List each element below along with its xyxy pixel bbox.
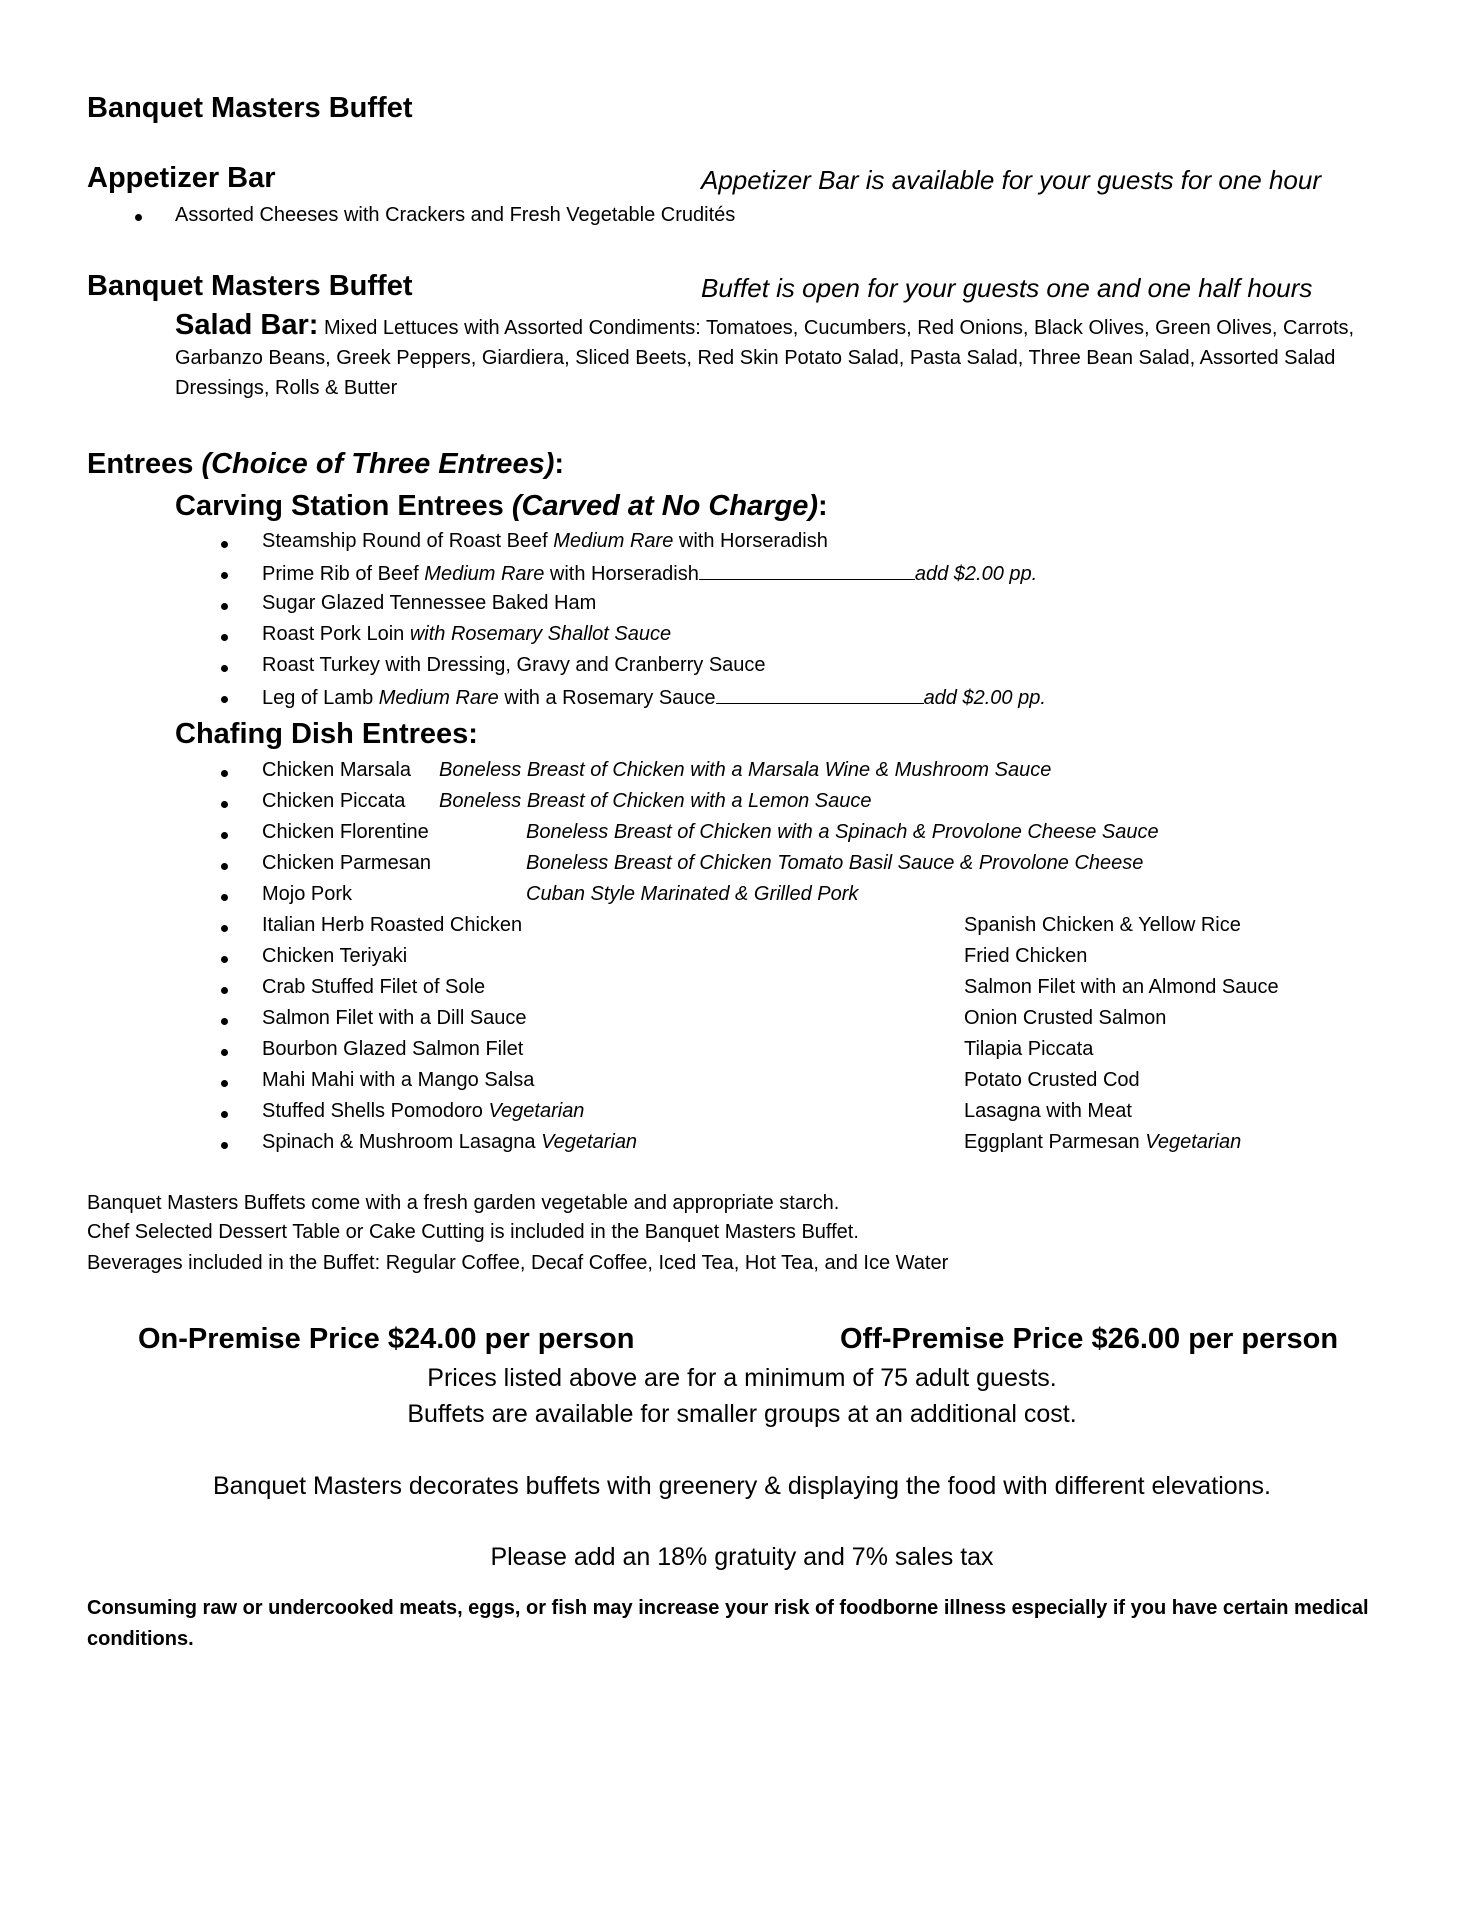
list-item [262,654,766,677]
list-item [262,1100,584,1123]
bullet-icon [221,1111,228,1118]
bullet-icon [221,603,228,610]
list-item-desc: Boneless Breast of Chicken Tomato Basil Sauce & Provolone Cheese [526,852,1144,874]
bullet-icon [221,956,228,963]
bullet-icon [221,634,228,641]
bullet-icon [221,801,228,808]
appetizer-note: Appetizer Bar is available for your guests for one hour [701,165,1322,195]
list-item [262,685,1046,710]
bullet-icon [221,925,228,932]
on-premise-price: On-Premise Price $24.00 per person [138,1323,635,1355]
list-item-name: Chicken Marsala [262,759,411,781]
bullet-icon [221,770,228,777]
item-italic: Medium Rare [378,687,499,709]
item-italic: Vegetarian [541,1131,638,1153]
smaller-groups-note: Buffets are available for smaller groups at an additional cost. [407,1400,1077,1428]
list-item: Fried Chicken [964,945,1088,967]
item-text: Stuffed Shells Pomodoro [262,1100,489,1122]
list-item-desc: Cuban Style Marinated & Grilled Pork [526,883,859,905]
underline-rule [699,561,915,580]
list-item: Salmon Filet with a Dill Sauce [262,1007,527,1029]
list-item-desc: Boneless Breast of Chicken with a Lemon Sauce [439,790,872,812]
list-item: Italian Herb Roasted Chicken [262,914,523,936]
upcharge-note: add $2.00 pp. [923,687,1046,709]
entrees-heading-choice: (Choice of Three Entrees) [201,448,555,480]
item-text-end: with a Rosemary Sauce [498,687,716,709]
buffet-note: Buffet is open for your guests one and one half hours [701,273,1313,303]
item-text: Prime Rib of Beef [262,563,425,585]
bullet-icon [221,832,228,839]
bullet-icon [221,894,228,901]
entrees-heading [87,448,564,481]
bullet-icon [221,541,228,548]
underline-rule [716,685,924,704]
item-italic: Medium Rare [424,563,545,585]
item-italic: Vegetarian [488,1100,585,1122]
upcharge-note: add $2.00 pp. [914,563,1038,585]
bullet-icon [221,665,228,672]
item-text: Roast Turkey with Dressing, Gravy and Cranberry Sauce [262,654,766,676]
carving-heading [175,490,828,523]
salad-bar [175,310,1405,403]
appetizer-item: Assorted Cheeses with Crackers and Fresh Vegetable Crudités [175,204,736,226]
page-title: Banquet Masters Buffet [87,92,413,124]
list-item [262,592,596,615]
list-item: Bourbon Glazed Salmon Filet [262,1038,524,1060]
appetizer-heading: Appetizer Bar [87,162,276,194]
list-item-name: Mojo Pork [262,883,353,905]
entrees-heading-text: Entrees [87,448,202,480]
item-text: Roast Pork Loin [262,623,410,645]
list-item [262,1131,637,1154]
list-item: Mahi Mahi with a Mango Salsa [262,1069,535,1091]
gratuity-note: Please add an 18% gratuity and 7% sales tax [490,1543,994,1571]
list-item: Lasagna with Meat [964,1100,1132,1122]
includes-line: Beverages included in the Buffet: Regular Coffee, Decaf Coffee, Iced Tea, Hot Tea, and Ice Water [87,1252,949,1274]
bullet-icon [135,214,142,221]
salad-bar-text: Mixed Lettuces with Assorted Condiments: Tomatoes, Cucumbers, Red Onions, Black Olives, Green Olives, Carrots, Garbanzo Beans, Greek Peppers, Giardiera, Sliced Beets, Red Skin Potato Salad, Pasta Salad, Three Bean Salad, Assorted Salad Dressings, Rolls & Butter [175,317,1355,399]
item-text: Leg of Lamb [262,687,379,709]
bullet-icon [221,863,228,870]
list-item: Potato Crusted Cod [964,1069,1140,1091]
item-text-end: with Horseradish [544,563,699,585]
buffet-heading: Banquet Masters Buffet [87,270,413,302]
item-italic: with Rosemary Shallot Sauce [409,623,672,645]
bullet-icon [221,1142,228,1149]
list-item: Salmon Filet with an Almond Sauce [964,976,1279,998]
off-premise-price: Off-Premise Price $26.00 per person [840,1323,1339,1355]
item-italic: Vegetarian [1145,1131,1242,1153]
bullet-icon [221,1049,228,1056]
list-item-desc: Boneless Breast of Chicken with a Spinach & Provolone Cheese Sauce [526,821,1159,843]
bullet-icon [221,696,228,703]
bullet-icon [221,1080,228,1087]
bullet-icon [221,987,228,994]
includes-line: Banquet Masters Buffets come with a fresh garden vegetable and appropriate starch. [87,1192,840,1214]
list-item [964,1131,1241,1154]
carving-heading-text: Carving Station Entrees [175,490,512,522]
list-item [262,623,671,646]
entrees-heading-colon: : [554,448,565,480]
item-text: Spinach & Mushroom Lasagna [262,1131,542,1153]
list-item: Spanish Chicken & Yellow Rice [964,914,1241,936]
carving-heading-note: (Carved at No Charge) [511,490,818,522]
list-item [262,561,1037,586]
item-text: Eggplant Parmesan [964,1131,1146,1153]
chafing-heading: Chafing Dish Entrees: [175,718,478,750]
salad-bar-label: Salad Bar: [175,309,319,341]
minimum-note: Prices listed above are for a minimum of 75 adult guests. [427,1364,1057,1392]
list-item: Crab Stuffed Filet of Sole [262,976,486,998]
list-item [262,530,828,553]
item-text: Steamship Round of Roast Beef [262,530,554,552]
item-text: Sugar Glazed Tennessee Baked Ham [262,592,597,614]
decor-note: Banquet Masters decorates buffets with greenery & displaying the food with different elevations. [212,1472,1272,1500]
list-item: Onion Crusted Salmon [964,1007,1167,1029]
list-item-name: Chicken Parmesan [262,852,431,874]
item-italic: Medium Rare [553,530,674,552]
list-item-name: Chicken Piccata [262,790,406,812]
list-item: Tilapia Piccata [964,1038,1094,1060]
carving-heading-colon: : [817,490,828,522]
item-text-end: with Horseradish [673,530,828,552]
list-item-desc: Boneless Breast of Chicken with a Marsala Wine & Mushroom Sauce [439,759,1052,781]
list-item-name: Chicken Florentine [262,821,429,843]
bullet-icon [221,572,228,579]
list-item: Chicken Teriyaki [262,945,408,967]
includes-line: Chef Selected Dessert Table or Cake Cutting is included in the Banquet Masters Buffet. [87,1221,859,1243]
bullet-icon [221,1018,228,1025]
food-safety-warning: Consuming raw or undercooked meats, eggs, or fish may increase your risk of foodborne illness especially if you have certain medical conditions. [87,1597,1369,1650]
